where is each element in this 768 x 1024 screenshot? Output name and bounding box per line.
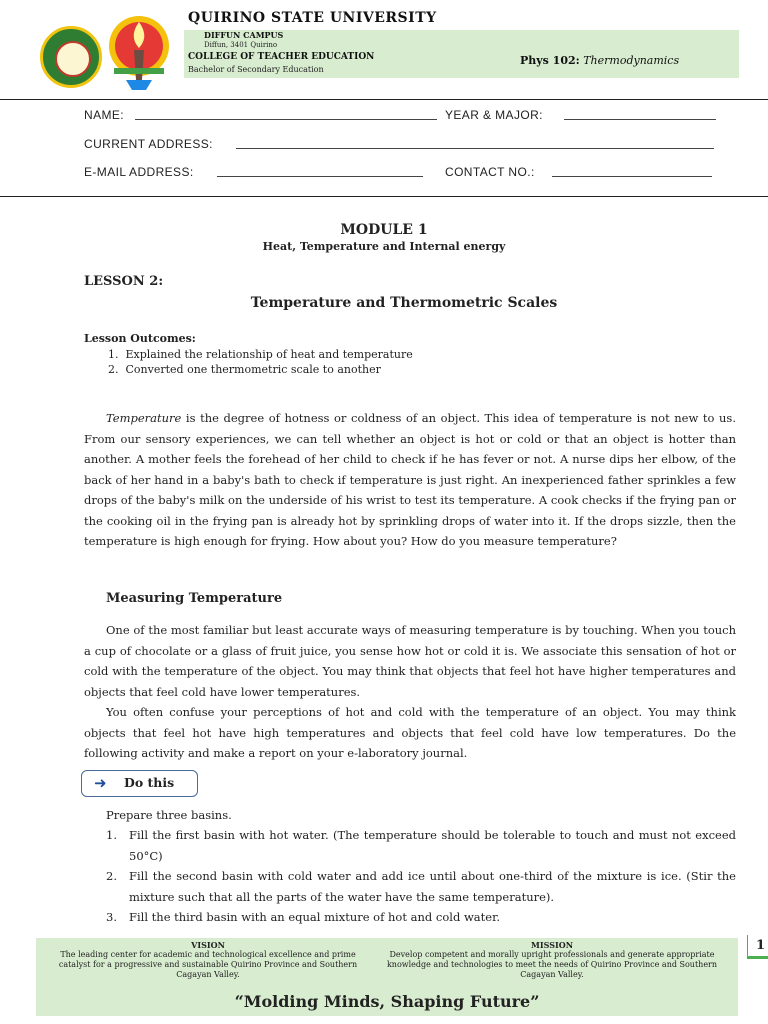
step-text: Fill the first basin with hot water. (The temperature should be tolerable to touch and must not exceed 50°C) <box>129 828 736 863</box>
vision-block <box>50 940 366 980</box>
intro-term: Temperature <box>106 411 182 425</box>
contact-field[interactable] <box>552 165 712 177</box>
arrow-right-icon: ➜ <box>94 774 107 792</box>
step-number: 2. <box>106 869 117 883</box>
section-heading: Measuring Temperature <box>106 591 283 606</box>
course-name: Thermodynamics <box>583 54 680 67</box>
college-name: COLLEGE OF TEACHER EDUCATION <box>188 52 375 62</box>
paragraph-perception: You often confuse your perceptions of hot and cold with the temperature of an object. You may think objects that feel hot have high temperatures and objects that feel cold have low temperatures. Do the following activity and make a report on your e-laboratory journal. <box>84 705 736 760</box>
college-torch-logo <box>106 10 172 90</box>
mission-text: Develop competent and morally upright professionals and generate appropriate knowledge and technologies to meet the needs of Quirino Province and Southern Cagayan Valley. <box>386 950 718 979</box>
course-label <box>520 54 679 67</box>
course-code: Phys 102: <box>520 54 580 67</box>
lesson-label: LESSON 2: <box>84 274 164 289</box>
outcomes-heading: Lesson Outcomes: <box>84 332 196 345</box>
intro-text: is the degree of hotness or coldness of an object. This idea of temperature is not new to us. From our sensory experiences, we can tell whether an object is hot or cold or that an object is hotter than another. A mother feels the forehead of her child to check if he has fever or not. A nurse dips her elbow, of the back of her hand in a baby's bath to check if temperature is just right. An inexperienced father sprinkles a few drops of the baby's milk on the underside of his wrist to test its temperature. A cook checks if the frying pan or the cooking oil in the frying pan is already hot by sprinkling drops of water into it. If the drops sizzle, then the temperature is high enough for frying. How about you? How do you measure temperature? <box>84 411 736 548</box>
outcome-text: Converted one thermometric scale to another <box>125 363 381 376</box>
page-number: 1 <box>756 938 766 953</box>
program-name: Bachelor of Secondary Education <box>188 65 324 74</box>
outcome-text: Explained the relationship of heat and temperature <box>125 348 413 361</box>
step-number: 1. <box>106 828 117 842</box>
year-major-field[interactable] <box>564 108 716 120</box>
contact-label: CONTACT NO.: <box>445 165 535 179</box>
do-this-button[interactable] <box>81 770 198 797</box>
campus-address: Diffun, 3401 Quirino <box>204 41 278 49</box>
vision-heading: VISION <box>191 940 225 950</box>
intro-paragraph <box>84 408 736 552</box>
outcome-number: 2. <box>108 363 119 376</box>
address-label: CURRENT ADDRESS: <box>84 137 213 151</box>
step-text: Fill the third basin with an equal mixture of hot and cold water. <box>129 910 500 924</box>
university-seal <box>40 26 102 88</box>
page-number-tab <box>747 935 768 959</box>
do-this-label: Do this <box>124 775 175 790</box>
module-title: MODULE 1 <box>340 222 428 238</box>
name-field[interactable] <box>135 108 437 120</box>
email-field[interactable] <box>217 165 423 177</box>
name-label: NAME: <box>84 108 125 122</box>
university-name: QUIRINO STATE UNIVERSITY <box>188 10 437 26</box>
address-field[interactable] <box>236 137 714 149</box>
outcome-item <box>108 348 413 361</box>
mission-heading: MISSION <box>531 940 573 950</box>
vision-text: The leading center for academic and technological excellence and prime catalyst for a progressive and sustainable Quirino Province and Southern Cagayan Valley. <box>58 950 358 979</box>
lesson-title: Temperature and Thermometric Scales <box>250 295 558 311</box>
outcome-item <box>108 363 381 376</box>
activity-intro: Prepare three basins. <box>106 808 232 822</box>
paragraph-touch: One of the most familiar but least accurate ways of measuring temperature is by touching. When you touch a cup of chocolate or a glass of fruit juice, you sense how hot or cold it is. We associate this sensation of hot or cold with the temperature of the object. You may think that objects that feel hot have higher temperatures and objects that feel cold have lower temperatures. <box>84 623 736 699</box>
year-major-label: YEAR & MAJOR: <box>445 108 543 122</box>
outcome-number: 1. <box>108 348 119 361</box>
step-number: 3. <box>106 910 117 924</box>
form-divider <box>0 196 768 197</box>
campus-name: DIFFUN CAMPUS <box>204 30 284 40</box>
step-text: Fill the second basin with cold water and add ice until about one-third of the mixture is ice. (Stir the mixture such that all the parts of the water have the same temperature). <box>129 869 736 904</box>
university-motto: “Molding Minds, Shaping Future” <box>234 992 540 1011</box>
mission-block <box>382 940 722 980</box>
email-label: E-MAIL ADDRESS: <box>84 165 194 179</box>
module-subtitle: Heat, Temperature and Internal energy <box>262 240 506 253</box>
header-divider <box>0 99 768 100</box>
